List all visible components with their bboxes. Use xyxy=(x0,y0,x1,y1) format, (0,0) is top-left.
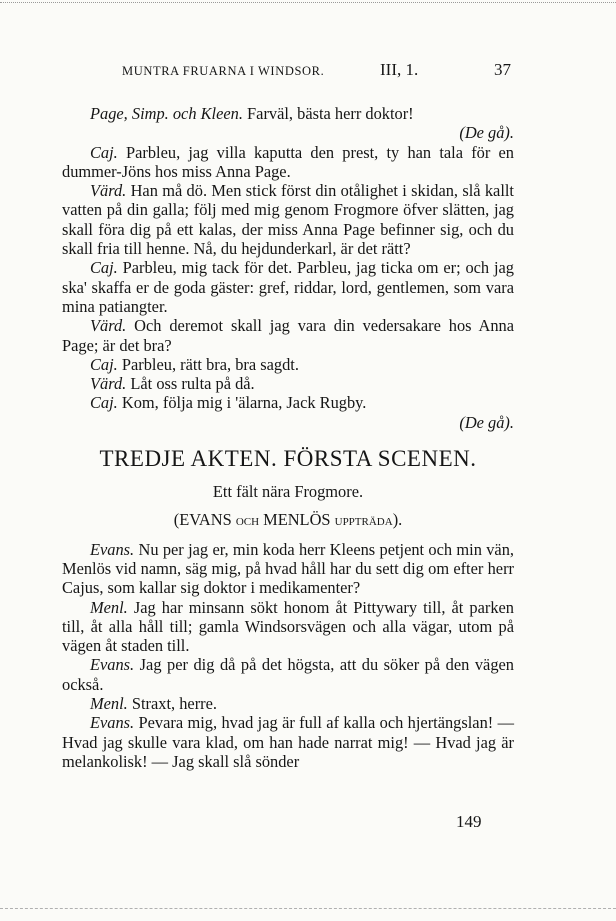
stage-direction: (De gå). xyxy=(459,412,514,432)
speaker-name: Caj. xyxy=(90,393,118,413)
speaker-name: Värd. xyxy=(90,181,127,201)
dialogue-block-before-scene xyxy=(62,104,514,432)
speaker-name: Värd. xyxy=(90,374,127,394)
scene-setting: Ett fält nära Frogmore. xyxy=(212,482,364,502)
speech-text: Låt oss rulta på då. xyxy=(126,374,255,394)
dialogue-line xyxy=(62,374,514,393)
speaker-name: Caj. xyxy=(90,354,118,374)
speech-text: Parbleu, jag villa kaputta den prest, ty han tala för en dummer-Jöns hos miss Anna Page. xyxy=(62,142,514,181)
speech-text: Farväl, bästa herr doktor! xyxy=(242,104,414,123)
speech-text: Jag per dig då på det högsta, att du söker på den vägen också. xyxy=(62,655,514,694)
dialogue-block-scene xyxy=(62,540,514,772)
speech-text: Pevara mig, hvad jag är full af kalla och hjertängslan! — Hvad jag skulle vara klad, om han hade narrat mig! — Hvad jag är melankolisk! — Jag skall slå sönder xyxy=(62,713,514,771)
act-scene-label: III, 1. xyxy=(380,60,419,79)
speaker-name: Caj. xyxy=(90,258,118,278)
dialogue-line xyxy=(62,258,514,316)
speech-text: Kom, följa mig i 'älarna, Jack Rugby. xyxy=(117,393,367,413)
dialogue-line xyxy=(62,598,514,656)
scene-entry: (EVANS och MENLÖS uppträda). xyxy=(173,510,403,530)
page-body xyxy=(62,104,514,771)
speech-text: Han må dö. Men stick först din otålighet i skidan, slå kallt vatten på din galla; följ med mig genom Frogmore öfver slätten, jag skall föra dig på ett kalas, der miss Anna Page befinner sig, och du skall fria till henne. Nå, du hejdunderkarl, är det rätt? xyxy=(62,181,514,259)
dialogue-line xyxy=(62,655,514,694)
dialogue-line xyxy=(62,540,514,598)
dialogue-line xyxy=(62,393,514,412)
speaker-name: Evans. xyxy=(90,713,135,733)
bottom-rule xyxy=(0,908,616,909)
speech-text: Och deremot skall jag vara din vedersakare hos Anna Page; är det bra? xyxy=(62,316,514,355)
scene-title: TREDJE AKTEN. FÖRSTA SCENEN. xyxy=(99,446,477,472)
top-rule xyxy=(0,2,616,3)
stage-direction: (De gå). xyxy=(459,123,514,143)
dialogue-line xyxy=(62,694,514,713)
running-title: MUNTRA FRUARNA I WINDSOR. xyxy=(122,64,325,78)
speech-text: Straxt, herre. xyxy=(127,694,217,714)
dialogue-line xyxy=(62,713,514,771)
speech-text: Parbleu, mig tack för det. Parbleu, jag ticka om er; och jag ska' skaffa er de goda gäster: gref, riddar, lord, gentlemen, som vara mina patiangter. xyxy=(62,258,514,316)
speech-text: Jag har minsann sökt honom åt Pittywary till, åt parken till, åt alla håll till; gamla Windsorsvägen och alla vägar, utom på vägen åt staden till. xyxy=(62,597,514,656)
speaker-name: Page, Simp. och Kleen. xyxy=(90,104,243,123)
dialogue-line xyxy=(62,355,514,374)
speaker-name: Evans. xyxy=(90,539,135,559)
dialogue-line xyxy=(62,316,514,355)
speech-text: Parbleu, rätt bra, bra sagdt. xyxy=(117,354,299,374)
dialogue-line xyxy=(62,104,514,123)
speaker-name: Menl. xyxy=(90,694,128,714)
speaker-name: Evans. xyxy=(90,655,135,675)
speaker-name: Värd. xyxy=(90,316,127,336)
dialogue-line xyxy=(62,143,514,182)
dialogue-line xyxy=(62,181,514,258)
speech-text: Nu per jag er, min koda herr Kleens petjent och min vän, Menlös vid namn, säg mig, på hvad håll har du sett dig om efter herr Cajus, som kallar sig doktor i medikamenter? xyxy=(62,539,514,598)
signature-number: 149 xyxy=(456,812,482,831)
speaker-name: Caj. xyxy=(90,142,118,162)
speaker-name: Menl. xyxy=(90,597,128,617)
running-header xyxy=(0,60,616,84)
page-number: 37 xyxy=(494,60,511,79)
